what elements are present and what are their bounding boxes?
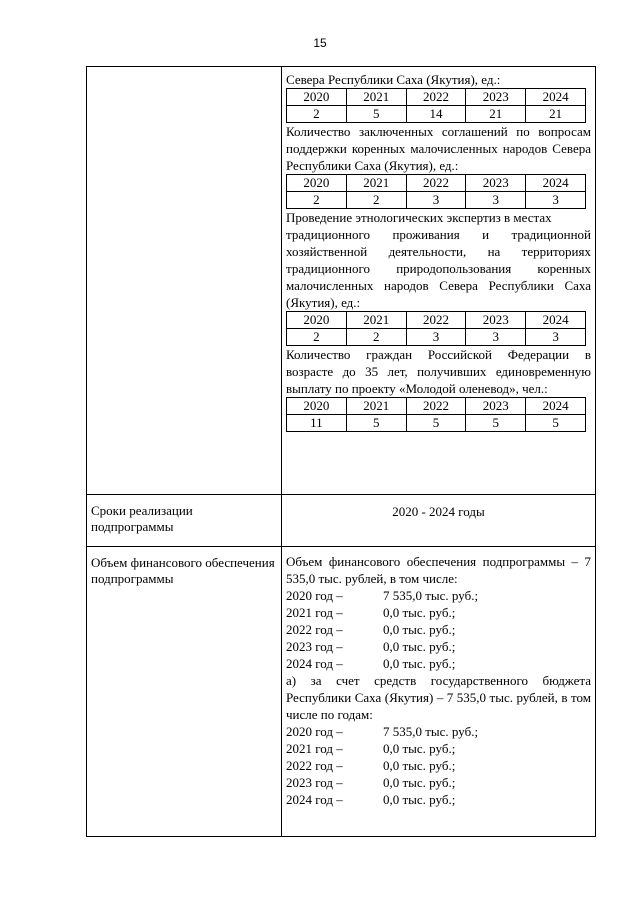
year-cell: 2021 <box>346 175 406 192</box>
value-cell: 21 <box>526 106 586 123</box>
value-cell: 3 <box>466 192 526 209</box>
indicator-3-years <box>287 312 586 329</box>
amount: 0,0 тыс. руб.; <box>383 758 456 773</box>
year-cell: 2022 <box>406 175 466 192</box>
year-cell: 2021 <box>346 312 406 329</box>
amount: 0,0 тыс. руб.; <box>383 656 456 671</box>
value-cell: 5 <box>346 415 406 432</box>
indicator-3-caption-line1: Проведение этнологических экспертиз в местах <box>286 210 552 225</box>
amount: 0,0 тыс. руб.; <box>383 605 456 620</box>
year-label: 2024 год – <box>286 792 343 807</box>
year-label: 2020 год – <box>286 724 343 739</box>
finance-sub-a: а) за счет средств государственного бюджета Республики Саха (Якутия) – 7 535,0 тыс. рублей, в том числе по годам: <box>286 673 591 722</box>
finance-label: Объем финансового обеспечения подпрограммы <box>91 555 275 586</box>
year-label: 2023 год – <box>286 775 343 790</box>
year-cell: 2024 <box>526 312 586 329</box>
finance-intro: Объем финансового обеспечения подпрограммы – 7 535,0 тыс. рублей, в том числе: <box>286 554 591 586</box>
value-cell: 3 <box>526 192 586 209</box>
year-label: 2022 год – <box>286 758 343 773</box>
indicators-cell <box>282 67 596 495</box>
year-cell: 2022 <box>406 89 466 106</box>
indicator-2-caption: Количество заключенных соглашений по вопросам поддержки коренных малочисленных народов Севера Республики Саха (Якутия), ед.: <box>286 124 591 173</box>
finance-year-line <box>286 791 591 808</box>
value-cell: 21 <box>466 106 526 123</box>
indicator-2-table <box>286 174 586 209</box>
value-cell: 2 <box>346 192 406 209</box>
year-cell: 2023 <box>466 175 526 192</box>
value-cell: 2 <box>287 329 347 346</box>
finance-year-line <box>286 723 591 740</box>
value-cell: 2 <box>287 106 347 123</box>
finance-year-line <box>286 587 591 604</box>
amount: 0,0 тыс. руб.; <box>383 775 456 790</box>
indicator-1-years <box>287 89 586 106</box>
year-cell: 2021 <box>346 398 406 415</box>
terms-value-cell <box>282 495 596 547</box>
indicator-3-caption-line2: традиционного проживания и традиционной хозяйственной деятельности, на территориях традиционного природопользования коренных малочисленных народов Севера Республики Саха (Якутия), ед.: <box>286 227 591 310</box>
finance-year-line <box>286 604 591 621</box>
finance-a-years <box>286 723 591 808</box>
value-cell: 3 <box>406 329 466 346</box>
indicator-3-values <box>287 329 586 346</box>
year-label: 2021 год – <box>286 741 343 756</box>
value-cell: 2 <box>287 192 347 209</box>
amount: 0,0 тыс. руб.; <box>383 622 456 637</box>
year-cell: 2020 <box>287 312 347 329</box>
terms-value: 2020 - 2024 годы <box>392 504 485 519</box>
indicator-1-values <box>287 106 586 123</box>
value-cell: 5 <box>406 415 466 432</box>
value-cell: 14 <box>406 106 466 123</box>
year-cell: 2020 <box>287 89 347 106</box>
page-number: 15 <box>313 36 327 50</box>
finance-year-line <box>286 638 591 655</box>
amount: 7 535,0 тыс. руб.; <box>383 588 479 603</box>
value-cell: 11 <box>287 415 347 432</box>
value-cell: 5 <box>346 106 406 123</box>
amount: 0,0 тыс. руб.; <box>383 741 456 756</box>
amount: 0,0 тыс. руб.; <box>383 792 456 807</box>
year-cell: 2024 <box>526 398 586 415</box>
year-cell: 2020 <box>287 175 347 192</box>
finance-total-years <box>286 587 591 672</box>
year-label: 2021 год – <box>286 605 343 620</box>
year-cell: 2021 <box>346 89 406 106</box>
value-cell: 3 <box>526 329 586 346</box>
finance-year-line <box>286 655 591 672</box>
indicator-4-table <box>286 397 586 432</box>
year-cell: 2023 <box>466 312 526 329</box>
terms-label: Сроки реализации подпрограммы <box>91 503 193 534</box>
finance-value-cell <box>282 547 596 837</box>
terms-label-cell <box>87 495 282 547</box>
finance-year-line <box>286 757 591 774</box>
value-cell: 2 <box>346 329 406 346</box>
year-cell: 2023 <box>466 89 526 106</box>
indicator-1-table <box>286 88 586 123</box>
passport-table <box>86 66 596 837</box>
amount: 7 535,0 тыс. руб.; <box>383 724 479 739</box>
indicator-2-years <box>287 175 586 192</box>
indicator-4-years <box>287 398 586 415</box>
value-cell: 3 <box>466 329 526 346</box>
indicator-4-caption: Количество граждан Российской Федерации в возрасте до 35 лет, получивших единовременную выплату по проекту «Молодой оленевод», чел.: <box>286 347 591 396</box>
finance-year-line <box>286 740 591 757</box>
amount: 0,0 тыс. руб.; <box>383 639 456 654</box>
value-cell: 3 <box>406 192 466 209</box>
finance-year-line <box>286 621 591 638</box>
finance-row <box>87 547 596 837</box>
value-cell: 5 <box>526 415 586 432</box>
finance-label-cell <box>87 547 282 837</box>
year-label: 2022 год – <box>286 622 343 637</box>
year-label: 2020 год – <box>286 588 343 603</box>
year-label: 2024 год – <box>286 656 343 671</box>
year-cell: 2020 <box>287 398 347 415</box>
indicator-4-values <box>287 415 586 432</box>
indicator-3-table <box>286 311 586 346</box>
year-cell: 2024 <box>526 175 586 192</box>
finance-year-line <box>286 774 591 791</box>
indicators-row <box>87 67 596 495</box>
year-cell: 2022 <box>406 398 466 415</box>
year-cell: 2022 <box>406 312 466 329</box>
year-cell: 2024 <box>526 89 586 106</box>
indicator-2-values <box>287 192 586 209</box>
indicator-1-caption: Севера Республики Саха (Якутия), ед.: <box>286 72 501 87</box>
year-label: 2023 год – <box>286 639 343 654</box>
year-cell: 2023 <box>466 398 526 415</box>
value-cell: 5 <box>466 415 526 432</box>
terms-row <box>87 495 596 547</box>
indicators-label-cell <box>87 67 282 495</box>
